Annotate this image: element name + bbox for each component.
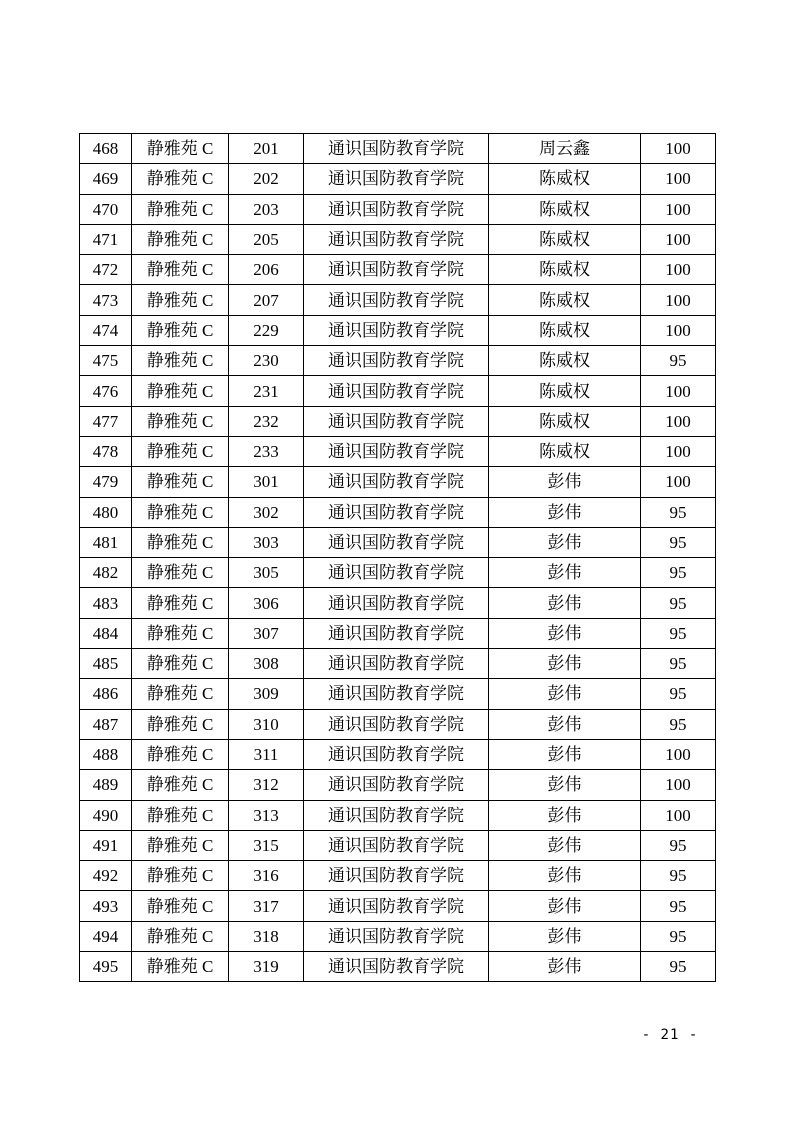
college-cell: 通识国防教育学院 — [304, 618, 489, 648]
building-cell: 静雅苑 C — [132, 255, 229, 285]
room-number-cell: 203 — [229, 194, 304, 224]
building-cell: 静雅苑 C — [132, 346, 229, 376]
college-cell: 通识国防教育学院 — [304, 800, 489, 830]
room-number-cell: 202 — [229, 164, 304, 194]
room-number-cell: 305 — [229, 558, 304, 588]
supervisor-cell: 陈威权 — [489, 406, 641, 436]
building-cell: 静雅苑 C — [132, 618, 229, 648]
room-number-cell: 313 — [229, 800, 304, 830]
supervisor-cell: 彭伟 — [489, 679, 641, 709]
room-number-cell: 312 — [229, 770, 304, 800]
college-cell: 通识国防教育学院 — [304, 952, 489, 982]
supervisor-cell: 陈威权 — [489, 164, 641, 194]
room-number-cell: 230 — [229, 346, 304, 376]
table-row — [80, 436, 716, 466]
row-index-cell: 479 — [80, 467, 132, 497]
room-number-cell: 205 — [229, 224, 304, 254]
supervisor-cell: 陈威权 — [489, 224, 641, 254]
room-number-cell: 315 — [229, 830, 304, 860]
table-row — [80, 224, 716, 254]
score-cell: 100 — [641, 770, 716, 800]
building-cell: 静雅苑 C — [132, 467, 229, 497]
room-number-cell: 309 — [229, 679, 304, 709]
table-row — [80, 618, 716, 648]
building-cell: 静雅苑 C — [132, 952, 229, 982]
table-row — [80, 800, 716, 830]
row-index-cell: 491 — [80, 830, 132, 860]
college-cell: 通识国防教育学院 — [304, 679, 489, 709]
supervisor-cell: 陈威权 — [489, 436, 641, 466]
supervisor-cell: 彭伟 — [489, 467, 641, 497]
row-index-cell: 494 — [80, 921, 132, 951]
room-number-cell: 233 — [229, 436, 304, 466]
building-cell: 静雅苑 C — [132, 194, 229, 224]
score-cell: 95 — [641, 861, 716, 891]
college-cell: 通识国防教育学院 — [304, 649, 489, 679]
supervisor-cell: 彭伟 — [489, 618, 641, 648]
score-cell: 100 — [641, 285, 716, 315]
row-index-cell: 482 — [80, 558, 132, 588]
supervisor-cell: 彭伟 — [489, 921, 641, 951]
room-number-cell: 232 — [229, 406, 304, 436]
college-cell: 通识国防教育学院 — [304, 194, 489, 224]
college-cell: 通识国防教育学院 — [304, 588, 489, 618]
table-row — [80, 830, 716, 860]
page-number: - 21 - — [641, 1027, 699, 1043]
supervisor-cell: 彭伟 — [489, 861, 641, 891]
row-index-cell: 493 — [80, 891, 132, 921]
supervisor-cell: 彭伟 — [489, 588, 641, 618]
room-number-cell: 318 — [229, 921, 304, 951]
building-cell: 静雅苑 C — [132, 224, 229, 254]
building-cell: 静雅苑 C — [132, 739, 229, 769]
table-row — [80, 558, 716, 588]
supervisor-cell: 彭伟 — [489, 830, 641, 860]
row-index-cell: 469 — [80, 164, 132, 194]
supervisor-cell: 陈威权 — [489, 194, 641, 224]
room-number-cell: 206 — [229, 255, 304, 285]
building-cell: 静雅苑 C — [132, 134, 229, 164]
room-number-cell: 317 — [229, 891, 304, 921]
supervisor-cell: 彭伟 — [489, 891, 641, 921]
row-index-cell: 481 — [80, 527, 132, 557]
score-cell: 95 — [641, 679, 716, 709]
building-cell: 静雅苑 C — [132, 709, 229, 739]
table-row — [80, 649, 716, 679]
table-row — [80, 255, 716, 285]
building-cell: 静雅苑 C — [132, 315, 229, 345]
score-cell: 95 — [641, 588, 716, 618]
building-cell: 静雅苑 C — [132, 830, 229, 860]
building-cell: 静雅苑 C — [132, 527, 229, 557]
room-number-cell: 319 — [229, 952, 304, 982]
college-cell: 通识国防教育学院 — [304, 467, 489, 497]
room-number-cell: 308 — [229, 649, 304, 679]
table-row — [80, 376, 716, 406]
college-cell: 通识国防教育学院 — [304, 830, 489, 860]
score-cell: 95 — [641, 558, 716, 588]
room-number-cell: 231 — [229, 376, 304, 406]
college-cell: 通识国防教育学院 — [304, 134, 489, 164]
row-index-cell: 489 — [80, 770, 132, 800]
table-row — [80, 164, 716, 194]
table-row — [80, 679, 716, 709]
row-index-cell: 486 — [80, 679, 132, 709]
score-cell: 100 — [641, 800, 716, 830]
supervisor-cell: 彭伟 — [489, 527, 641, 557]
building-cell: 静雅苑 C — [132, 679, 229, 709]
table-row — [80, 891, 716, 921]
score-cell: 100 — [641, 376, 716, 406]
college-cell: 通识国防教育学院 — [304, 709, 489, 739]
row-index-cell: 483 — [80, 588, 132, 618]
row-index-cell: 472 — [80, 255, 132, 285]
college-cell: 通识国防教育学院 — [304, 497, 489, 527]
building-cell: 静雅苑 C — [132, 285, 229, 315]
row-index-cell: 478 — [80, 436, 132, 466]
row-index-cell: 485 — [80, 649, 132, 679]
college-cell: 通识国防教育学院 — [304, 346, 489, 376]
table-row — [80, 770, 716, 800]
college-cell: 通识国防教育学院 — [304, 527, 489, 557]
table-body — [80, 134, 716, 982]
score-cell: 95 — [641, 952, 716, 982]
college-cell: 通识国防教育学院 — [304, 255, 489, 285]
score-cell: 95 — [641, 709, 716, 739]
score-cell: 100 — [641, 436, 716, 466]
room-number-cell: 229 — [229, 315, 304, 345]
score-cell: 95 — [641, 649, 716, 679]
score-cell: 95 — [641, 830, 716, 860]
supervisor-cell: 彭伟 — [489, 709, 641, 739]
row-index-cell: 490 — [80, 800, 132, 830]
table-row — [80, 709, 716, 739]
score-cell: 95 — [641, 921, 716, 951]
score-cell: 100 — [641, 467, 716, 497]
score-cell: 100 — [641, 406, 716, 436]
supervisor-cell: 周云鑫 — [489, 134, 641, 164]
supervisor-cell: 陈威权 — [489, 315, 641, 345]
supervisor-cell: 彭伟 — [489, 952, 641, 982]
table-row — [80, 315, 716, 345]
college-cell: 通识国防教育学院 — [304, 739, 489, 769]
supervisor-cell: 彭伟 — [489, 558, 641, 588]
row-index-cell: 480 — [80, 497, 132, 527]
supervisor-cell: 陈威权 — [489, 285, 641, 315]
supervisor-cell: 彭伟 — [489, 800, 641, 830]
building-cell: 静雅苑 C — [132, 770, 229, 800]
building-cell: 静雅苑 C — [132, 497, 229, 527]
row-index-cell: 468 — [80, 134, 132, 164]
row-index-cell: 487 — [80, 709, 132, 739]
college-cell: 通识国防教育学院 — [304, 861, 489, 891]
score-cell: 100 — [641, 255, 716, 285]
table-row — [80, 497, 716, 527]
score-cell: 95 — [641, 497, 716, 527]
supervisor-cell: 陈威权 — [489, 346, 641, 376]
college-cell: 通识国防教育学院 — [304, 770, 489, 800]
building-cell: 静雅苑 C — [132, 406, 229, 436]
row-index-cell: 492 — [80, 861, 132, 891]
table-row — [80, 921, 716, 951]
room-number-cell: 201 — [229, 134, 304, 164]
table-row — [80, 285, 716, 315]
row-index-cell: 475 — [80, 346, 132, 376]
college-cell: 通识国防教育学院 — [304, 164, 489, 194]
room-number-cell: 306 — [229, 588, 304, 618]
room-number-cell: 311 — [229, 739, 304, 769]
score-cell: 100 — [641, 194, 716, 224]
row-index-cell: 477 — [80, 406, 132, 436]
building-cell: 静雅苑 C — [132, 861, 229, 891]
row-index-cell: 470 — [80, 194, 132, 224]
college-cell: 通识国防教育学院 — [304, 558, 489, 588]
college-cell: 通识国防教育学院 — [304, 315, 489, 345]
table-row — [80, 527, 716, 557]
table-row — [80, 467, 716, 497]
score-cell: 100 — [641, 164, 716, 194]
row-index-cell: 474 — [80, 315, 132, 345]
row-index-cell: 484 — [80, 618, 132, 648]
building-cell: 静雅苑 C — [132, 588, 229, 618]
building-cell: 静雅苑 C — [132, 376, 229, 406]
table-row — [80, 134, 716, 164]
college-cell: 通识国防教育学院 — [304, 921, 489, 951]
score-cell: 95 — [641, 891, 716, 921]
room-number-cell: 303 — [229, 527, 304, 557]
college-cell: 通识国防教育学院 — [304, 436, 489, 466]
row-index-cell: 476 — [80, 376, 132, 406]
row-index-cell: 488 — [80, 739, 132, 769]
score-cell: 100 — [641, 315, 716, 345]
table-row — [80, 952, 716, 982]
supervisor-cell: 彭伟 — [489, 770, 641, 800]
building-cell: 静雅苑 C — [132, 891, 229, 921]
row-index-cell: 473 — [80, 285, 132, 315]
score-cell: 100 — [641, 739, 716, 769]
table-row — [80, 861, 716, 891]
college-cell: 通识国防教育学院 — [304, 285, 489, 315]
building-cell: 静雅苑 C — [132, 436, 229, 466]
building-cell: 静雅苑 C — [132, 800, 229, 830]
row-index-cell: 495 — [80, 952, 132, 982]
table-row — [80, 739, 716, 769]
score-cell: 100 — [641, 134, 716, 164]
building-cell: 静雅苑 C — [132, 921, 229, 951]
room-number-cell: 307 — [229, 618, 304, 648]
score-cell: 100 — [641, 224, 716, 254]
room-number-cell: 302 — [229, 497, 304, 527]
supervisor-cell: 陈威权 — [489, 376, 641, 406]
table-row — [80, 194, 716, 224]
building-cell: 静雅苑 C — [132, 558, 229, 588]
room-score-table — [79, 133, 716, 982]
supervisor-cell: 彭伟 — [489, 497, 641, 527]
college-cell: 通识国防教育学院 — [304, 376, 489, 406]
room-number-cell: 316 — [229, 861, 304, 891]
table-row — [80, 588, 716, 618]
row-index-cell: 471 — [80, 224, 132, 254]
supervisor-cell: 陈威权 — [489, 255, 641, 285]
room-number-cell: 310 — [229, 709, 304, 739]
supervisor-cell: 彭伟 — [489, 649, 641, 679]
room-number-cell: 207 — [229, 285, 304, 315]
table-row — [80, 406, 716, 436]
building-cell: 静雅苑 C — [132, 649, 229, 679]
score-cell: 95 — [641, 527, 716, 557]
score-cell: 95 — [641, 618, 716, 648]
college-cell: 通识国防教育学院 — [304, 891, 489, 921]
room-number-cell: 301 — [229, 467, 304, 497]
score-cell: 95 — [641, 346, 716, 376]
supervisor-cell: 彭伟 — [489, 739, 641, 769]
college-cell: 通识国防教育学院 — [304, 406, 489, 436]
college-cell: 通识国防教育学院 — [304, 224, 489, 254]
table-row — [80, 346, 716, 376]
building-cell: 静雅苑 C — [132, 164, 229, 194]
